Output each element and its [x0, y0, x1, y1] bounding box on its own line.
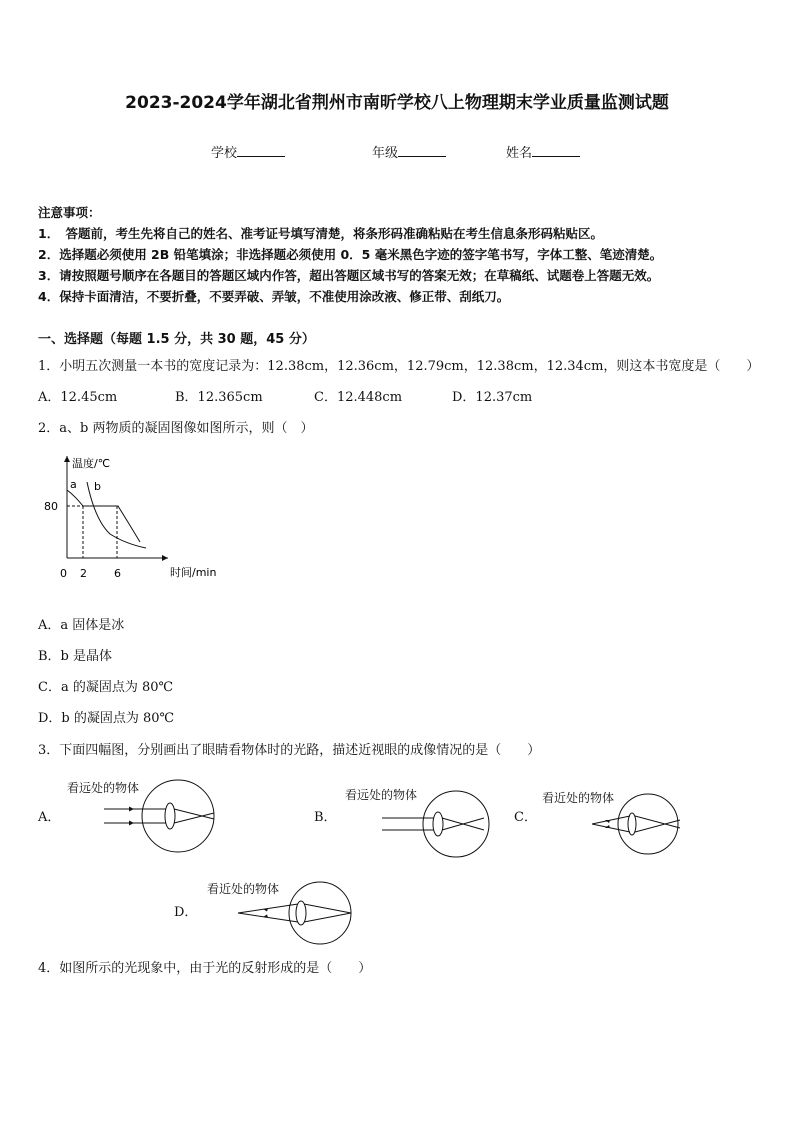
q1-option-a: A．12.45cm: [38, 390, 118, 405]
eye-diagram-b: [378, 788, 508, 860]
x-tick-0: 0: [60, 567, 67, 580]
y-tick-80: 80: [44, 500, 58, 513]
q3-d-caption: 看近处的物体: [207, 882, 280, 896]
q2-option-b: B．b 是晶体: [38, 649, 113, 664]
q2-option-d: D．b 的凝固点为 80℃: [38, 711, 175, 726]
school-label: 学校: [211, 146, 238, 161]
solidification-graph: [40, 450, 240, 585]
q3-option-a-letter: A．: [38, 810, 61, 825]
note-item: 4．保持卡面清洁，不要折叠，不要弄破、弄皱，不准使用涂改液、修正带、刮纸刀。: [38, 289, 510, 304]
name-field: [506, 142, 580, 161]
q3-b-caption: 看远处的物体: [345, 788, 418, 802]
name-blank: [532, 144, 580, 157]
q3-a-caption: 看远处的物体: [67, 781, 140, 795]
eye-diagram-c: [588, 792, 698, 856]
q3-option-b-letter: B．: [314, 810, 337, 825]
grade-label: 年级: [372, 146, 399, 161]
x-tick-6: 6: [114, 567, 121, 580]
x-tick-2: 2: [80, 567, 87, 580]
name-label: 姓名: [506, 146, 533, 161]
curve-a: [67, 490, 140, 542]
y-axis-label: 温度/℃: [72, 457, 111, 470]
question-3-stem: 3．下面四幅图，分别画出了眼睛看物体时的光路，描述近视眼的成像情况的是（ ）: [38, 743, 541, 758]
q2-option-c: C．a 的凝固点为 80℃: [38, 680, 174, 695]
q1-option-c: C．12.448cm: [314, 390, 403, 405]
notes-block: [38, 202, 662, 307]
q2-option-a: A．a 固体是冰: [38, 618, 125, 633]
grade-blank: [398, 144, 446, 157]
q1-option-d: D．12.37cm: [452, 390, 533, 405]
grade-field: [372, 142, 446, 161]
curve-a-label: a: [70, 478, 77, 491]
school-field: [211, 142, 285, 161]
note-item: 3．请按照题号顺序在各题目的答题区域内作答，超出答题区域书写的答案无效；在草稿纸、试题卷上答题无效。: [38, 268, 660, 283]
x-axis-label: 时间/min: [170, 566, 217, 579]
notes-heading: 注意事项：: [38, 205, 101, 220]
school-blank: [237, 144, 285, 157]
q3-c-caption: 看近处的物体: [542, 791, 615, 805]
curve-b-label: b: [94, 480, 101, 493]
q1-option-b: B．12.365cm: [175, 390, 263, 405]
note-item: 1． 答题前，考生先将自己的姓名、准考证号填写清楚，将条形码准确粘贴在考生信息条形码粘贴区。: [38, 226, 603, 241]
page-title: 2023-2024学年湖北省荆州市南昕学校八上物理期末学业质量监测试题: [125, 93, 669, 113]
section-heading: 一、选择题（每题 1.5 分，共 30 题，45 分）: [38, 332, 315, 347]
eye-diagram-d: [234, 880, 364, 946]
note-item: 2．选择题必须使用 2B 铅笔填涂；非选择题必须使用 0．5 毫米黑色字迹的签字笔书写，字体工整、笔迹清楚。: [38, 247, 663, 262]
question-2-stem: 2．a、b 两物质的凝固图像如图所示，则（ ）: [38, 421, 314, 436]
question-4-stem: 4．如图所示的光现象中，由于光的反射形成的是（ ）: [38, 961, 372, 976]
eye-diagram-a: [100, 776, 230, 856]
question-1-stem: 1．小明五次测量一本书的宽度记录为：12.38cm，12.36cm，12.79cm，12.38cm，12.34cm，则这本书宽度是（ ）: [38, 359, 760, 374]
q3-option-c-letter: C．: [514, 810, 537, 825]
q3-option-d-letter: D．: [174, 905, 198, 920]
